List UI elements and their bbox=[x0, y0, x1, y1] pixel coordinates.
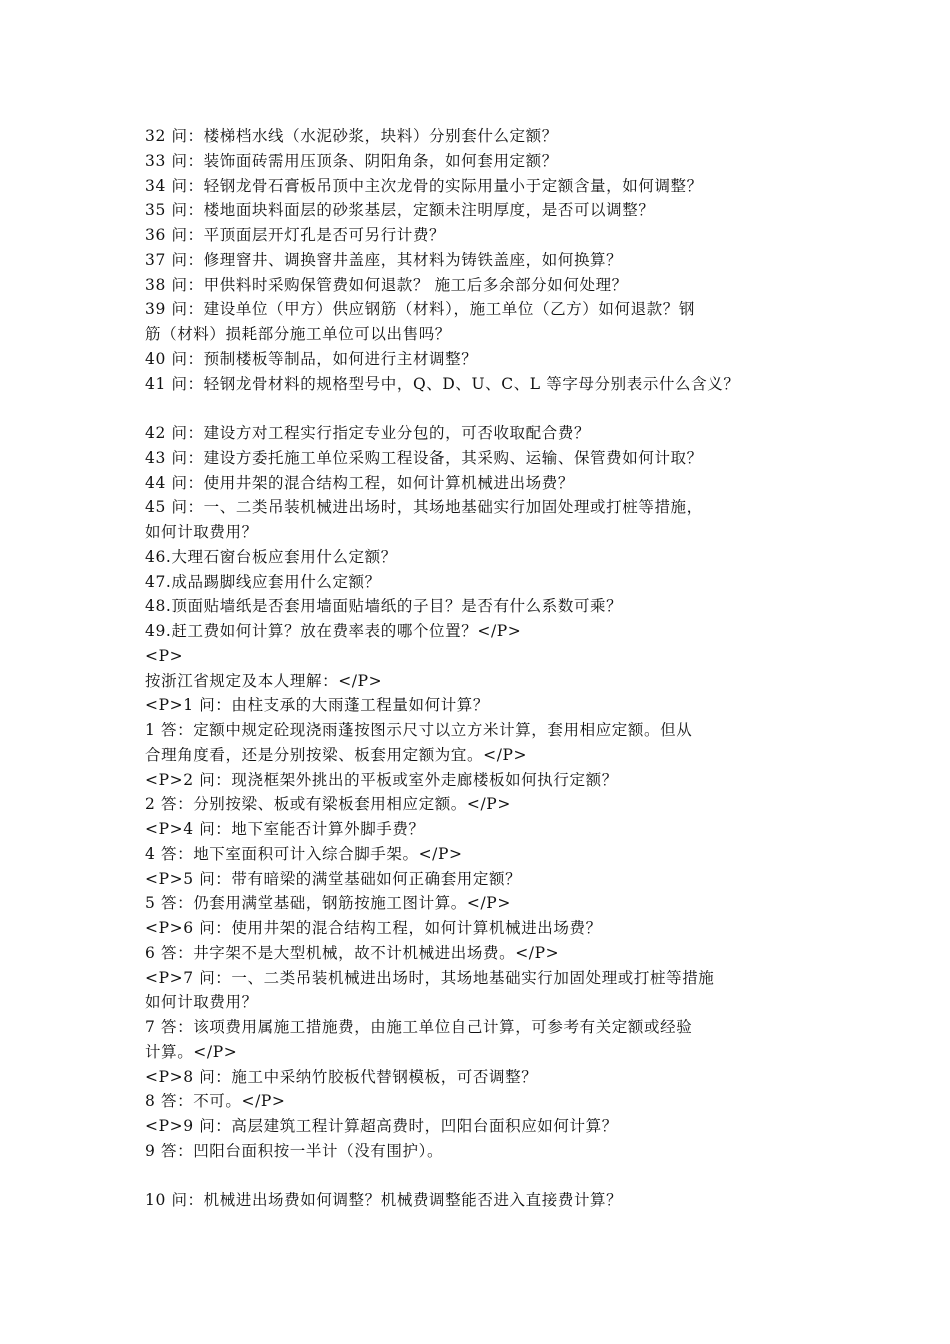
text-line: <P>7 问：一、二类吊装机械进出场时，其场地基础实行加固处理或打桩等措施 bbox=[145, 968, 715, 987]
text-line: 6 答：井字架不是大型机械，故不计机械进出场费。</P> bbox=[145, 943, 560, 962]
text-line: <P> bbox=[145, 646, 184, 665]
text-line: 36 问：平顶面层开灯孔是否可另行计费？ bbox=[145, 226, 446, 244]
text-line: 2 答：分别按梁、板或有梁板套用相应定额。</P> bbox=[145, 795, 511, 814]
text-line: 38 问：甲供料时采购保管费如何退款？ 施工后多余部分如何处理？ bbox=[145, 275, 628, 294]
text-line: 40 问：预制楼板等制品，如何进行主材调整？ bbox=[145, 349, 478, 368]
text-line: 48.顶面贴墙纸是否套用墙面贴墙纸的子目？是否有什么系数可乘？ bbox=[145, 597, 623, 616]
text-line: 49.赶工费如何计算？放在费率表的哪个位置？</P> bbox=[145, 622, 522, 640]
text-line: 44 问：使用井架的混合结构工程，如何计算机械进出场费？ bbox=[145, 473, 574, 492]
text-line: 4 答：地下室面积可计入综合脚手架。</P> bbox=[145, 844, 463, 863]
text-line: 8 答：不可。</P> bbox=[145, 1092, 286, 1111]
text-line: 45 问：一、二类吊装机械进出场时，其场地基础实行加固处理或打桩等措施， bbox=[145, 498, 703, 517]
text-line: 39 问：建设单位（甲方）供应钢筋（材料），施工单位（乙方）如何退款？钢 bbox=[145, 300, 696, 319]
text-line: 5 答：仍套用满堂基础，钢筋按施工图计算。</P> bbox=[145, 894, 511, 913]
text-line: 筋（材料）损耗部分施工单位可以出售吗？ bbox=[145, 325, 451, 343]
text-line: 41 问：轻钢龙骨材料的规格型号中，Q、D、U、C、L 等字母分别表示什么含义？ bbox=[145, 374, 740, 393]
text-line: 42 问：建设方对工程实行指定专业分包的，可否收取配合费？ bbox=[145, 424, 591, 442]
text-line: 33 问：装饰面砖需用压顶条、阴阳角条，如何套用定额？ bbox=[145, 151, 558, 170]
blank-line bbox=[145, 396, 835, 421]
text-line: <P>5 问：带有暗梁的满堂基础如何正确套用定额？ bbox=[145, 869, 522, 888]
text-line: 46.大理石窗台板应套用什么定额？ bbox=[145, 547, 397, 566]
text-line: 9 答：凹阳台面积按一半计（没有围护）。 bbox=[145, 1141, 444, 1160]
text-line: 47.成品踢脚线应套用什么定额？ bbox=[145, 572, 381, 591]
text-line: 32 问：楼梯档水线（水泥砂浆，块料）分别套什么定额？ bbox=[145, 127, 558, 145]
text-line: 37 问：修理窨井、调换窨井盖座，其材料为铸铁盖座，如何换算？ bbox=[145, 250, 623, 269]
text-line: 合理角度看，还是分别按梁、板套用定额为宜。</P> bbox=[145, 745, 528, 764]
text-line: <P>6 问：使用井架的混合结构工程，如何计算机械进出场费？ bbox=[145, 919, 602, 937]
text-line: 如何计取费用？ bbox=[145, 523, 258, 541]
document-body bbox=[145, 124, 835, 1213]
text-line: 如何计取费用？ bbox=[145, 993, 258, 1012]
text-line: 按浙江省规定及本人理解：</P> bbox=[145, 671, 383, 690]
blank-line bbox=[145, 1164, 835, 1189]
text-line: <P>8 问：施工中采纳竹胶板代替钢模板，可否调整？ bbox=[145, 1067, 538, 1086]
text-line: 10 问：机械进出场费如何调整？机械费调整能否进入直接费计算？ bbox=[145, 1191, 623, 1210]
text-line: 35 问：楼地面块料面层的砂浆基层，定额未注明厚度，是否可以调整？ bbox=[145, 201, 655, 220]
text-line: <P>2 问：现浇框架外挑出的平板或室外走廊楼板如何执行定额？ bbox=[145, 770, 618, 789]
text-line: 34 问：轻钢龙骨石膏板吊顶中主次龙骨的实际用量小于定额含量，如何调整？ bbox=[145, 176, 703, 195]
text-line: 计算。</P> bbox=[145, 1042, 238, 1061]
text-line: <P>1 问：由柱支承的大雨蓬工程量如何计算？ bbox=[145, 696, 489, 715]
text-line: <P>9 问：高层建筑工程计算超高费时，凹阳台面积应如何计算？ bbox=[145, 1117, 618, 1135]
text-line: 1 答：定额中规定砼现浇雨蓬按图示尺寸以立方米计算，套用相应定额。但从 bbox=[145, 721, 693, 739]
text-line: 43 问：建设方委托施工单位采购工程设备，其采购、运输、保管费如何计取？ bbox=[145, 448, 703, 467]
text-line: 7 答：该项费用属施工措施费，由施工单位自己计算，可参考有关定额或经验 bbox=[145, 1018, 693, 1036]
text-line: <P>4 问：地下室能否计算外脚手费？ bbox=[145, 820, 425, 838]
